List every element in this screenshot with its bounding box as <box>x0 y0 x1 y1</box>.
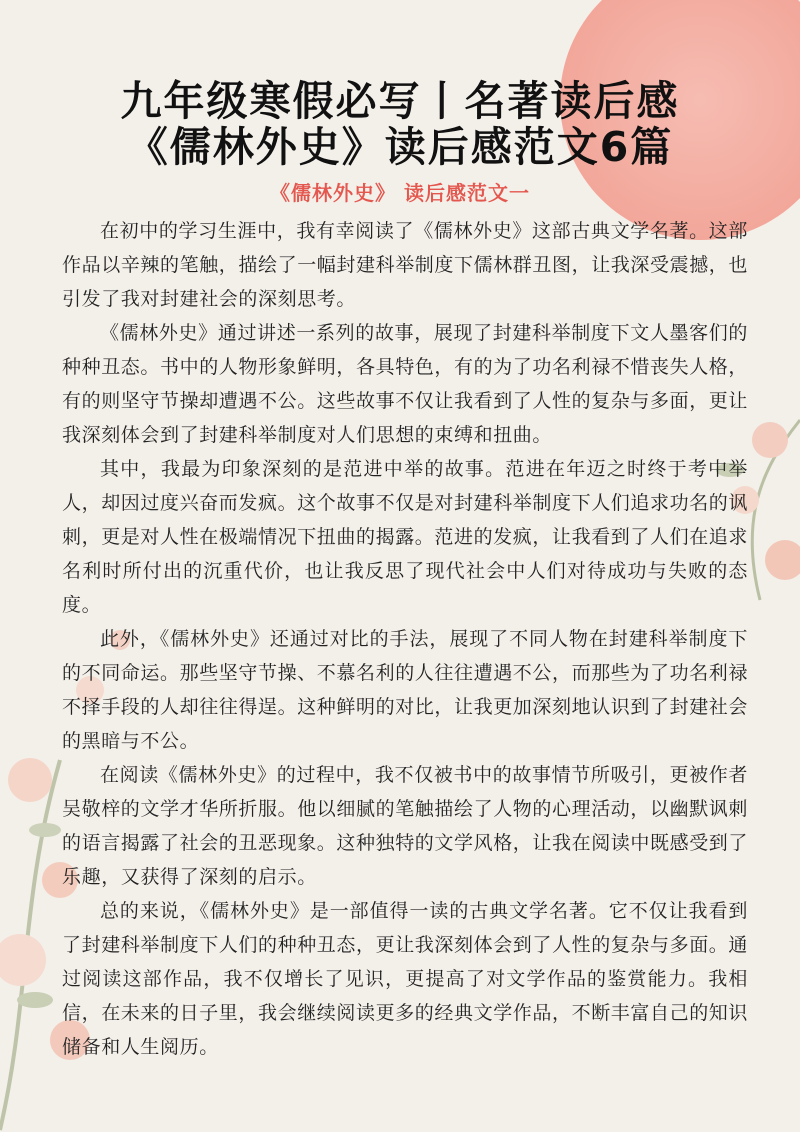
paragraph: 此外，《儒林外史》还通过对比的手法，展现了不同人物在封建科举制度下的不同命运。那些坚守节操、不慕名利的人往往遭遇不公，而那些为了功名利禄不择手段的人却往往得逞。这种鲜明的对比，让我更加深刻地认识到了封建社会的黑暗与不公。 <box>62 628 749 752</box>
page-title <box>0 78 800 170</box>
article-body <box>0 206 800 1064</box>
paragraph: 在阅读《儒林外史》的过程中，我不仅被书中的故事情节所吸引，更被作者吴敬梓的文学才华所折服。他以细腻的笔触描绘了人物的心理活动，以幽默讽刺的语言揭露了社会的丑恶现象。这种独特的文学风格，让我在阅读中既感受到了乐趣，又获得了深刻的启示。 <box>62 764 749 888</box>
paragraph: 在初中的学习生涯中，我有幸阅读了《儒林外史》这部古典文学名著。这部作品以辛辣的笔触，描绘了一幅封建科举制度下儒林群丑图，让我深受震撼，也引发了我对封建社会的深刻思考。 <box>62 220 749 310</box>
section-subtitle: 《儒林外史》 读后感范文一 <box>270 181 530 205</box>
paragraph: 其中，我最为印象深刻的是范进中举的故事。范进在年迈之时终于考中举人，却因过度兴奋而发疯。这个故事不仅是对封建科举制度下人们追求功名的讽刺，更是对人性在极端情况下扭曲的揭露。范进的发疯，让我看到了人们在追求名利时所付出的沉重代价，也让我反思了现代社会中人们对待成功与失败的态度。 <box>62 458 749 616</box>
paragraph: 《儒林外史》通过讲述一系列的故事，展现了封建科举制度下文人墨客们的种种丑态。书中的人物形象鲜明，各具特色，有的为了功名利禄不惜丧失人格，有的则坚守节操却遭遇不公。这些故事不仅让我看到了人性的复杂与多面，更让我深刻体会到了封建科举制度对人们思想的束缚和扭曲。 <box>62 322 749 446</box>
title-line-2: 《儒林外史》读后感范文6篇 <box>126 123 674 171</box>
title-line-1: 九年级寒假必写丨名著读后感 <box>120 77 680 125</box>
paragraph: 总的来说，《儒林外史》是一部值得一读的古典文学名著。它不仅让我看到了封建科举制度下人们的种种丑态，更让我深刻体会到了人性的复杂与多面。通过阅读这部作品，我不仅增长了见识，更提高了对文学作品的鉴赏能力。我相信，在未来的日子里，我会继续阅读更多的经典文学作品，不断丰富自己的知识储备和人生阅历。 <box>62 900 749 1058</box>
